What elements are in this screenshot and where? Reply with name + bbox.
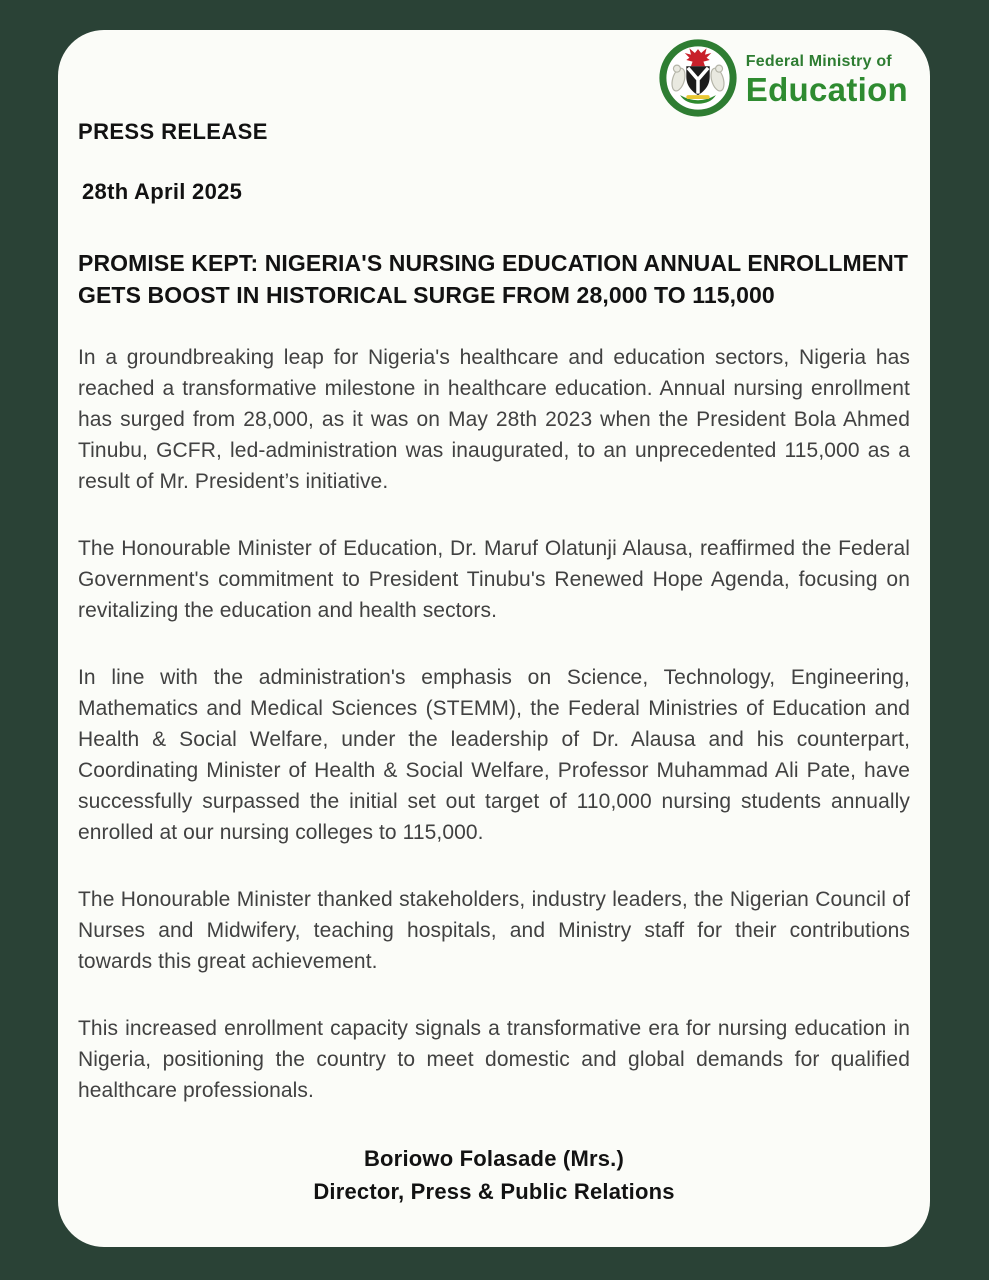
press-release-paragraph: In a groundbreaking leap for Nigeria's healthcare and education sectors, Nigeria has reached a transformative milestone in healthcare education. Annual nursing enrollment has surged from 28,000, as it was on May 28th 2023 when the President Bola Ahmed Tinubu, GCFR, led-administration was inaugurated, to an unprecedented 115,000 as a result of Mr. President’s initiative. (78, 346, 910, 493)
press-release-paragraph: This increased enrollment capacity signals a transformative era for nursing education in Nigeria, positioning the country to meet domestic and global demands for qualified healthcare professionals. (78, 1017, 910, 1102)
press-release-paragraph: The Honourable Minister thanked stakeholders, industry leaders, the Nigerian Council of Nurses and Midwifery, teaching hospitals, and Ministry staff for their contributions towards this great achievement. (78, 888, 910, 973)
signatory-title: Director, Press & Public Relations (313, 1179, 675, 1204)
press-release-card (58, 30, 930, 1247)
press-release-label: PRESS RELEASE (78, 119, 268, 144)
ministry-logo-text (746, 50, 908, 106)
press-release-title: PROMISE KEPT: NIGERIA'S NURSING EDUCATION ANNUAL ENROLLMENT GETS BOOST IN HISTORICAL SURGE FROM 28,000 TO 115,000 (78, 250, 909, 308)
ministry-name-line2: Education (745, 71, 908, 108)
signature-block (78, 1142, 910, 1208)
press-release-body (78, 342, 910, 1106)
press-release-content (58, 30, 930, 1247)
ministry-logo (659, 39, 908, 117)
press-release-paragraph: In line with the administration's emphasis on Science, Technology, Engineering, Mathematics and Medical Sciences (STEMM), the Federal Ministries of Education and Health & Social Welfare, under the leadership of Dr. Alausa and his counterpart, Coordinating Minister of Health & Social Welfare, Professor Muhammad Ali Pate, have successfully surpassed the initial set out target of 110,000 nursing students annually enrolled at our nursing colleges to 115,000. (78, 666, 910, 844)
press-release-date: 28th April 2025 (82, 179, 243, 204)
signatory-name: Boriowo Folasade (Mrs.) (363, 1146, 625, 1171)
press-release-paragraph: The Honourable Minister of Education, Dr. Maruf Olatunji Alausa, reaffirmed the Federal Government's commitment to President Tinubu's Renewed Hope Agenda, focusing on revitalizing the education and health sectors. (78, 537, 910, 622)
ministry-name-line1: Federal Ministry of (745, 53, 892, 70)
coat-of-arms-icon (659, 39, 737, 117)
